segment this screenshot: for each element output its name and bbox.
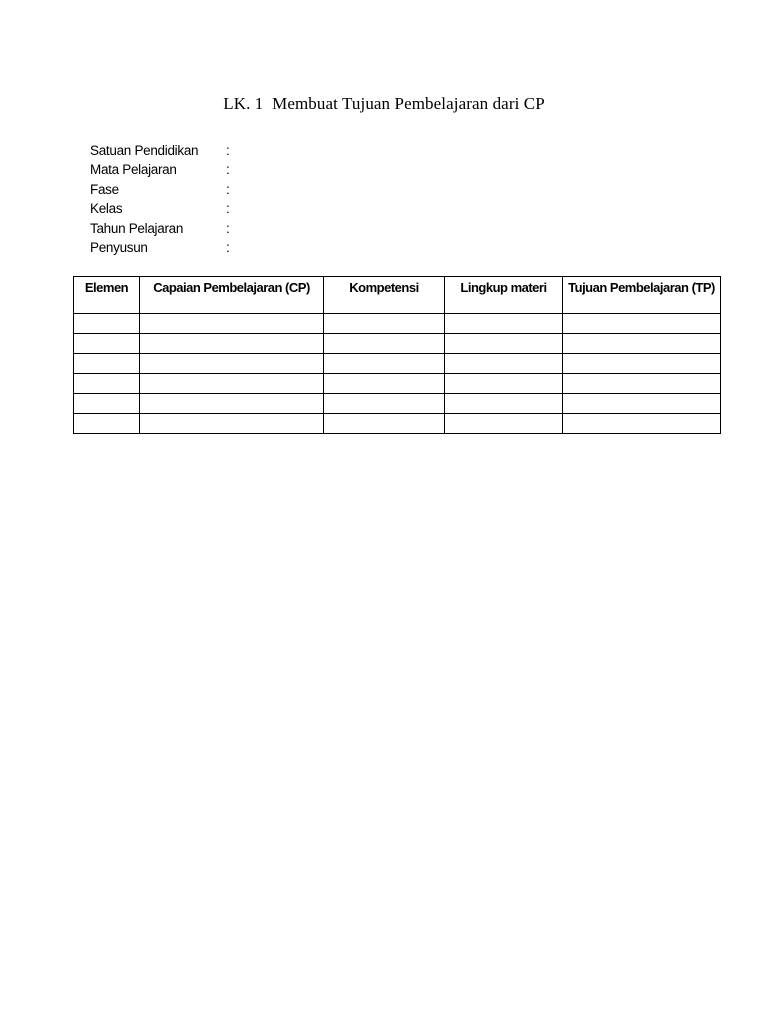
field-separator: : [226,220,230,236]
field-row-satuan-pendidikan [90,141,390,160]
field-row-tahun-pelajaran [90,219,390,238]
table-cell[interactable] [74,394,140,414]
table-cell[interactable] [563,334,721,354]
field-label: Penyusun [90,239,148,255]
table-cell[interactable] [563,354,721,374]
table-cell[interactable] [445,314,563,334]
header-kompetensi: Kompetensi [324,277,445,314]
table-cell[interactable] [74,314,140,334]
field-separator: : [226,201,230,217]
table-cell[interactable] [563,414,721,434]
table-cell[interactable] [324,394,445,414]
table-cell[interactable] [563,374,721,394]
header-tujuan-pembelajaran: Tujuan Pembelajaran (TP) [563,277,721,314]
table-row [74,414,721,434]
table-row [74,334,721,354]
document-title: LK. 1 Membuat Tujuan Pembelajaran dari CP [223,94,545,113]
table-cell[interactable] [445,374,563,394]
table-cell[interactable] [445,354,563,374]
field-label: Tahun Pelajaran [90,220,184,236]
table-row [74,354,721,374]
field-label: Fase [90,181,119,197]
field-row-kelas [90,199,390,218]
table-cell[interactable] [324,374,445,394]
field-row-mata-pelajaran [90,160,390,179]
header-lingkup-materi: Lingkup materi [445,277,563,314]
table-header-row [74,277,721,314]
table-cell[interactable] [140,374,324,394]
table-cell[interactable] [140,314,324,334]
table-cell[interactable] [140,334,324,354]
table-cell[interactable] [324,334,445,354]
table-row [74,314,721,334]
table-cell[interactable] [140,394,324,414]
table-row [74,374,721,394]
header-capaian-pembelajaran: Capaian Pembelajaran (CP) [140,277,324,314]
table-cell[interactable] [324,414,445,434]
field-separator: : [226,162,230,178]
table-cell[interactable] [445,334,563,354]
field-row-fase [90,180,390,199]
table-cell[interactable] [140,414,324,434]
field-label: Satuan Pendidikan [90,143,199,158]
table-cell[interactable] [140,354,324,374]
table-row [74,394,721,414]
identity-fields [90,141,390,257]
table-cell[interactable] [563,394,721,414]
table-cell[interactable] [74,414,140,434]
field-separator: : [226,143,230,158]
table-cell[interactable] [324,354,445,374]
field-separator: : [226,181,230,197]
table-cell[interactable] [445,394,563,414]
table-cell[interactable] [563,314,721,334]
header-elemen: Elemen [74,277,140,314]
field-separator: : [226,239,230,255]
table-cell[interactable] [74,374,140,394]
field-label: Mata Pelajaran [90,162,177,178]
table-cell[interactable] [74,354,140,374]
field-label: Kelas [90,201,123,217]
field-row-penyusun [90,238,390,257]
table-cell[interactable] [74,334,140,354]
learning-objectives-table [73,276,721,434]
table-cell[interactable] [445,414,563,434]
table-cell[interactable] [324,314,445,334]
